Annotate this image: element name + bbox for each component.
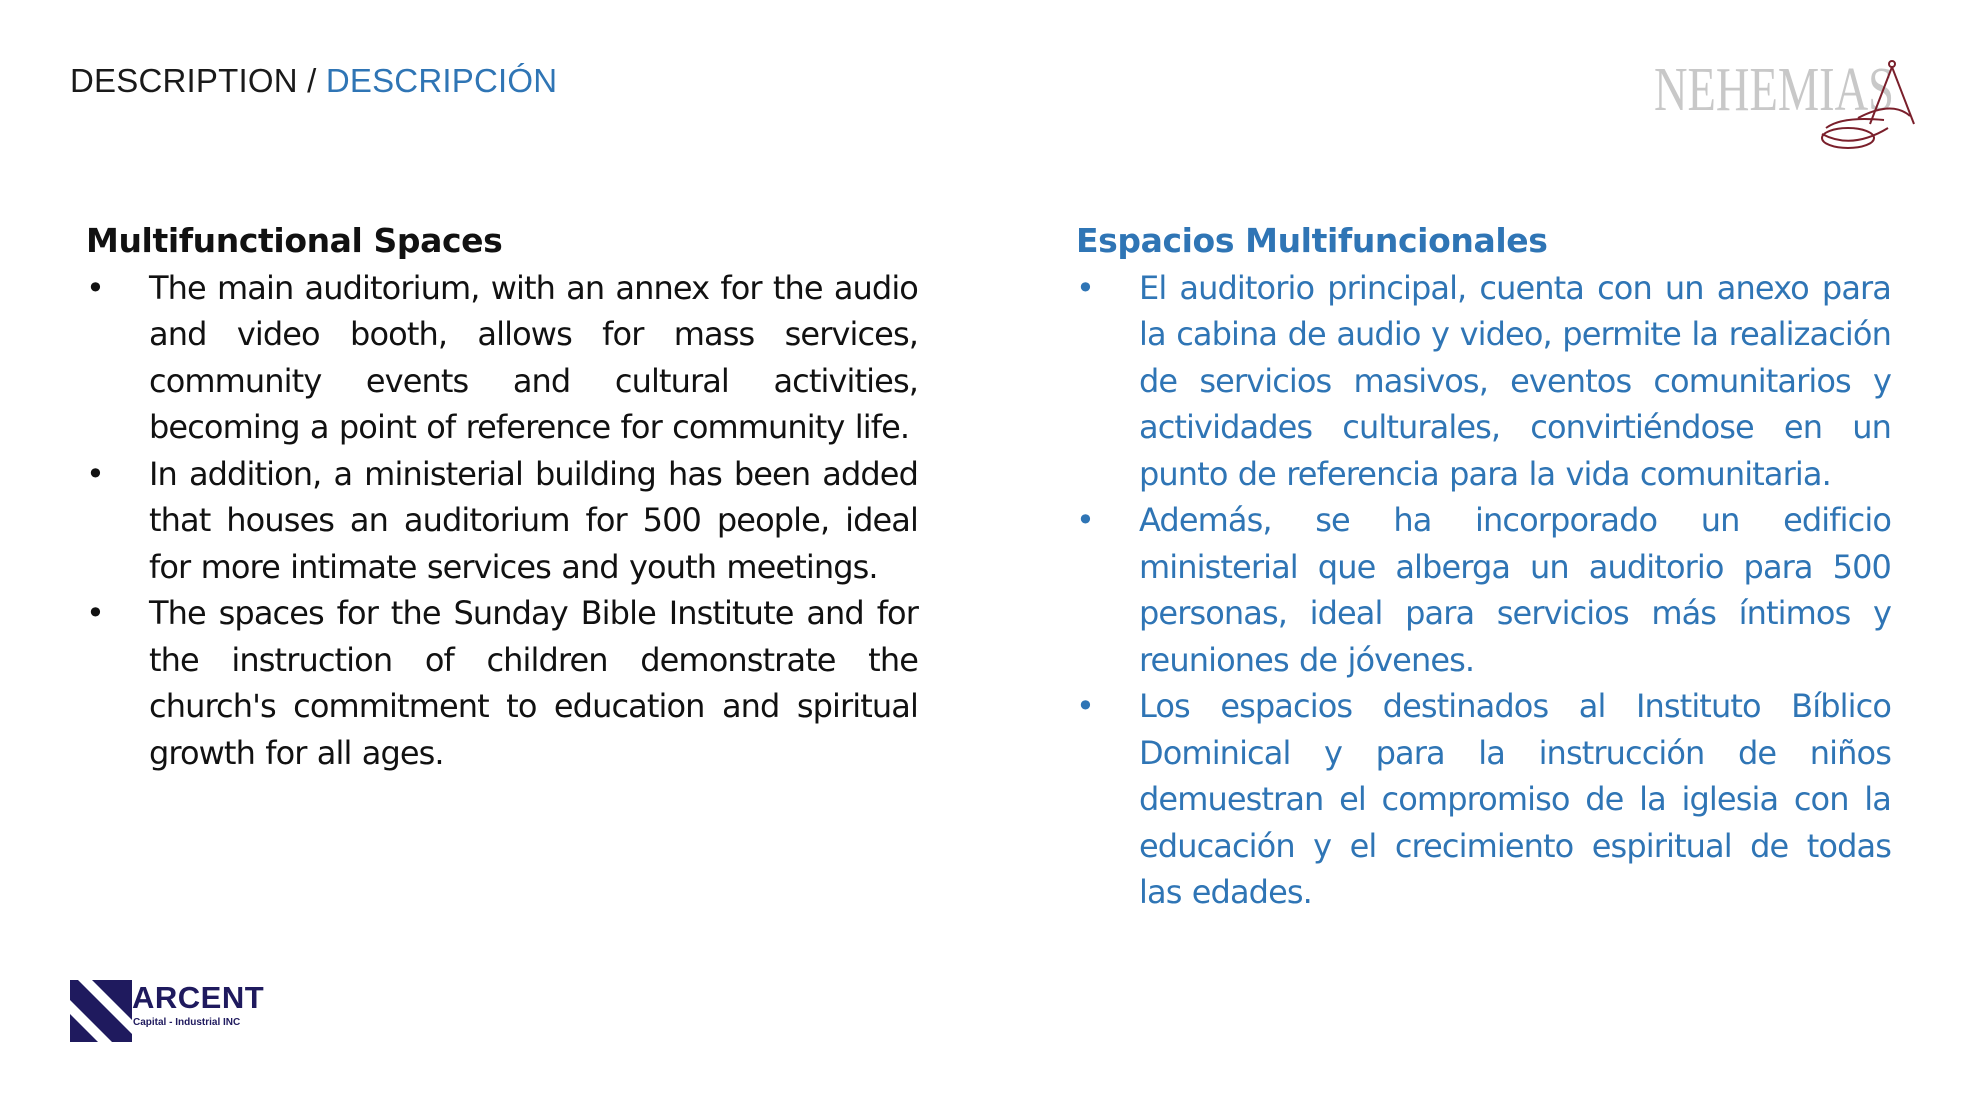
bullet-text: El auditorio principal, cuenta con un anexo para la cabina de audio y video, permite la realización de servicios masivos, eventos comunitarios y actividades culturales, convirtiéndose en un punto de referencia para la vida comunitaria. (1139, 268, 1891, 493)
bullet-text: Los espacios destinados al Instituto Bíblico Dominical y para la instrucción de niños demuestran el compromiso de la iglesia con la educación y el crecimiento espiritual de todas las edades. (1139, 687, 1891, 911)
bullet-icon: • (86, 594, 104, 632)
bullet-text: The main auditorium, with an annex for the audio and video booth, allows for mass services, community events and cultural activities, becoming a point of reference for community life. (149, 268, 918, 446)
english-column (86, 218, 918, 776)
english-heading: Multifunctional Spaces (86, 221, 503, 260)
bullet-text: In addition, a ministerial building has been added that houses an auditorium for 500 people, ideal for more intimate services and youth meetings. (149, 454, 918, 586)
list-item (86, 265, 918, 451)
bullet-icon: • (86, 454, 104, 493)
spanish-column (1076, 218, 1891, 916)
bullet-icon: • (1076, 687, 1094, 725)
nehemias-logo (1652, 58, 1932, 154)
bullet-icon: • (1076, 268, 1094, 307)
arcent-emblem-icon (70, 980, 132, 1042)
list-item (1076, 683, 1891, 916)
bullet-text: Además, se ha incorporado un edificio ministerial que alberga un auditorio para 500 personas, ideal para servicios más íntimos y reuniones de jóvenes. (1139, 501, 1891, 679)
bullet-text: The spaces for the Sunday Bible Institute and for the instruction of children demonstrate the church's commitment to education and spiritual growth for all ages. (149, 594, 918, 772)
spanish-bullet-list (1076, 265, 1891, 916)
list-item (1076, 265, 1891, 498)
english-bullet-list (86, 265, 918, 777)
list-item (1076, 497, 1891, 683)
arcent-wordmark: ARCENT (132, 980, 265, 1015)
list-item (86, 590, 918, 776)
page-title (70, 62, 557, 100)
bullet-icon: • (1076, 501, 1094, 539)
title-separator: / (297, 62, 326, 99)
arcent-logo (70, 980, 270, 1042)
list-item (86, 451, 918, 591)
title-english: DESCRIPTION (70, 62, 298, 99)
arcent-subtitle: Capital - Industrial INC (133, 1017, 241, 1028)
spanish-heading: Espacios Multifuncionales (1076, 221, 1548, 260)
title-spanish: DESCRIPCIÓN (325, 62, 558, 99)
bullet-icon: • (86, 268, 104, 307)
nehemias-logo-wordmark: NEHEMIAS (1654, 56, 1894, 124)
nehemias-logo-graphic (1652, 58, 1932, 154)
